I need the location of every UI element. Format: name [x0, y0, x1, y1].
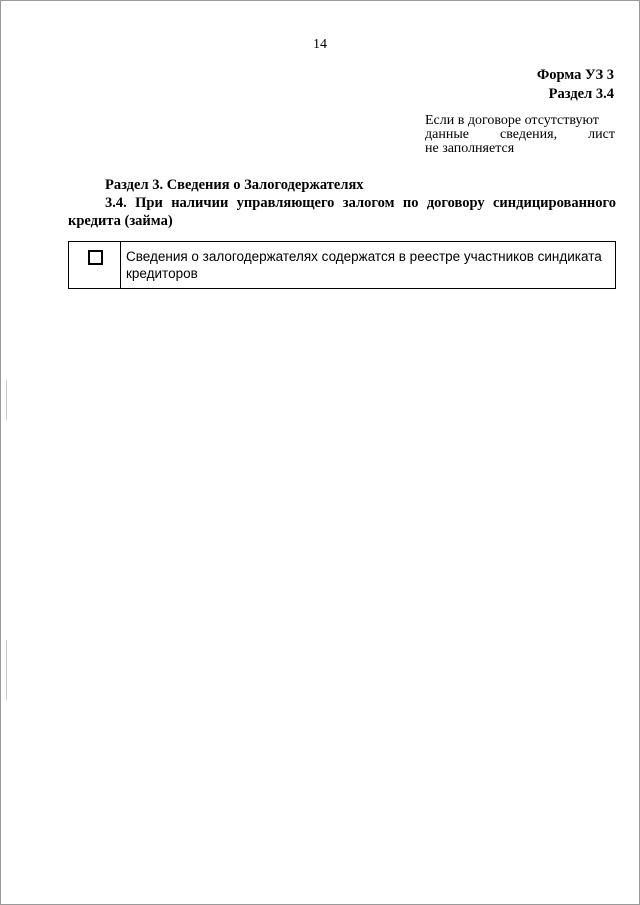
note-line-1: Если в договоре отсутствуют — [425, 113, 599, 128]
fill-note — [425, 114, 615, 156]
option-table — [68, 241, 616, 289]
note-line-2: данные сведения, лист — [425, 127, 615, 142]
note-line-3: не заполняется — [425, 141, 515, 156]
form-title: Форма УЗ 3 — [536, 67, 614, 83]
page-number: 14 — [313, 37, 327, 52]
scan-mark — [6, 640, 7, 700]
option-label: Сведения о залогодержателях содержатся в реестре участников синдиката кредиторов — [126, 249, 602, 281]
subsection-heading-line-1: 3.4. При наличии управляющего залогом по договору синдицированного — [105, 195, 616, 211]
form-section: Раздел 3.4 — [548, 86, 614, 102]
registry-checkbox[interactable] — [88, 250, 103, 265]
subsection-heading-line-2: кредита (займа) — [68, 213, 173, 229]
table-divider — [120, 242, 121, 288]
scan-mark — [6, 380, 7, 420]
subsection-heading — [68, 194, 616, 230]
form-header — [537, 66, 614, 104]
section-heading: Раздел 3. Сведения о Залогодержателях — [105, 177, 364, 193]
